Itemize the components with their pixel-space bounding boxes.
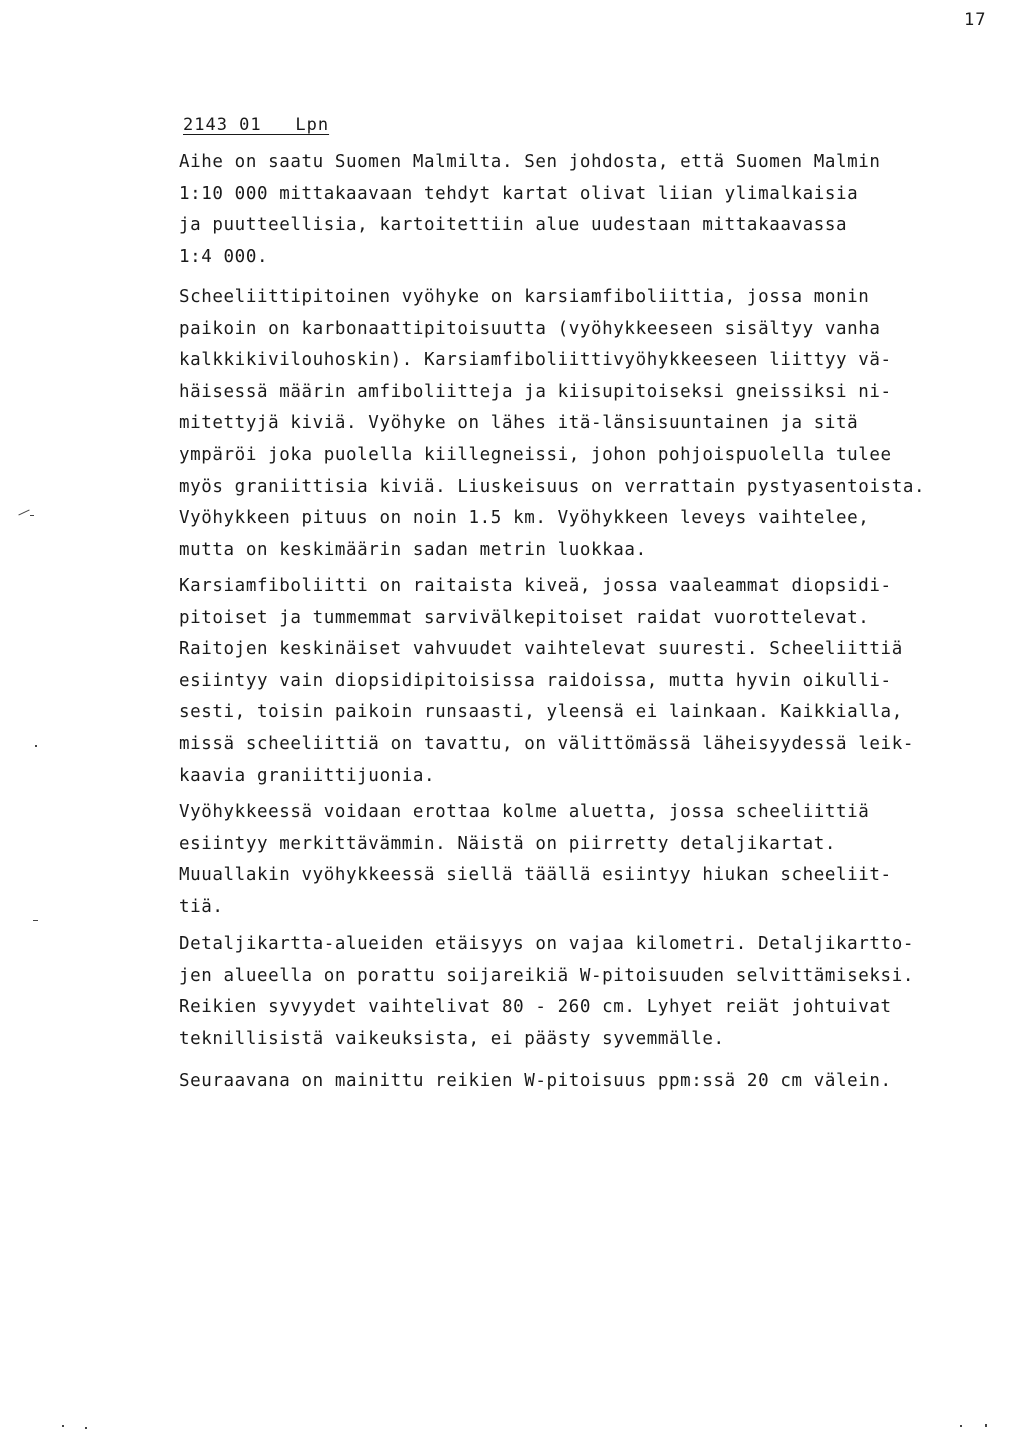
text-line: Muuallakin vyöhykkeessä siellä täällä esiintyy hiukan scheeliit-: [179, 865, 892, 886]
text-line: häisessä määrin amfiboliitteja ja kiisupitoiseksi gneissiksi ni-: [179, 381, 892, 402]
text-line: mutta on keskimäärin sadan metrin luokkaa.: [179, 539, 647, 560]
text-line: teknillisistä vaikeuksista, ei päästy syvemmälle.: [179, 1028, 725, 1049]
text-line: Seuraavana on mainittu reikien W-pitoisuus ppm:ssä 20 cm välein.: [179, 1071, 892, 1091]
text-line: Vyöhykkeen pituus on noin 1.5 km. Vyöhykkeen leveys vaihtelee,: [179, 508, 870, 529]
text-line: kalkkikivilouhoskin). Karsiamfiboliittivyöhykkeeseen liittyy vä-: [179, 350, 892, 371]
paragraph-1: [179, 147, 881, 273]
scan-speck: [62, 1425, 64, 1427]
scan-speck: [35, 745, 37, 747]
text-line: esiintyy vain diopsidipitoisissa raidoissa, mutta hyvin oikulli-: [179, 670, 892, 691]
scan-speck: [33, 920, 38, 921]
page-number: 17: [964, 10, 987, 30]
scan-speck: [30, 515, 34, 516]
text-line: sesti, toisin paikoin runsaasti, yleensä ei lainkaan. Kaikkialla,: [179, 702, 903, 723]
text-line: Aihe on saatu Suomen Malmilta. Sen johdosta, että Suomen Malmin: [179, 152, 881, 172]
text-line: ympäröi joka puolella kiillegneissi, johon pohjoispuolella tulee: [179, 444, 892, 465]
text-line: Karsiamfiboliitti on raitaista kiveä, jossa vaaleammat diopsidi-: [179, 576, 892, 596]
text-line: pitoiset ja tummemmat sarvivälkepitoiset raidat vuorottelevat.: [179, 607, 870, 628]
text-line: Reikien syvyydet vaihtelivat 80 - 260 cm. Lyhyet reiät johtuivat: [179, 997, 892, 1018]
text-line: esiintyy merkittävämmin. Näistä on piirretty detaljikartat.: [179, 833, 837, 854]
text-line: myös graniittisia kiviä. Liuskeisuus on verrattain pystyasentoista.: [179, 476, 926, 497]
text-line: tiä.: [179, 896, 224, 917]
text-line: Scheeliittipitoinen vyöhyke on karsiamfiboliittia, jossa monin: [179, 287, 870, 307]
paragraph-4: [179, 797, 892, 923]
text-line: jen alueella on porattu soijareikiä W-pitoisuuden selvittämiseksi.: [179, 965, 914, 986]
scan-speck: [18, 510, 29, 516]
text-line: paikoin on karbonaattipitoisuutta (vyöhykkeeseen sisältyy vanha: [179, 318, 881, 339]
document-heading: 2143 01 Lpn: [183, 115, 330, 135]
text-line: Vyöhykkeessä voidaan erottaa kolme aluetta, jossa scheeliittiä: [179, 802, 870, 822]
scan-speck: [985, 1424, 987, 1427]
text-line: Detaljikartta-alueiden etäisyys on vajaa kilometri. Detaljikartto-: [179, 934, 914, 954]
text-line: mitettyjä kiviä. Vyöhyke on lähes itä-länsisuuntainen ja sitä: [179, 413, 859, 434]
paragraph-2: [179, 282, 925, 566]
paragraph-6: [179, 1066, 892, 1098]
text-line: ja puutteellisia, kartoitettiin alue uudestaan mittakaavassa: [179, 215, 848, 236]
scan-speck: [960, 1425, 962, 1427]
paragraph-3: [179, 571, 914, 792]
scan-speck: [85, 1427, 87, 1429]
text-line: kaavia graniittijuonia.: [179, 765, 436, 786]
text-line: 1:4 000.: [179, 246, 269, 267]
paragraph-5: [179, 929, 914, 1055]
text-line: 1:10 000 mittakaavaan tehdyt kartat olivat liian ylimalkaisia: [179, 183, 859, 204]
text-line: Raitojen keskinäiset vahvuudet vaihtelevat suuresti. Scheeliittiä: [179, 639, 903, 660]
text-line: missä scheeliittiä on tavattu, on välittömässä läheisyydessä leik-: [179, 733, 914, 754]
